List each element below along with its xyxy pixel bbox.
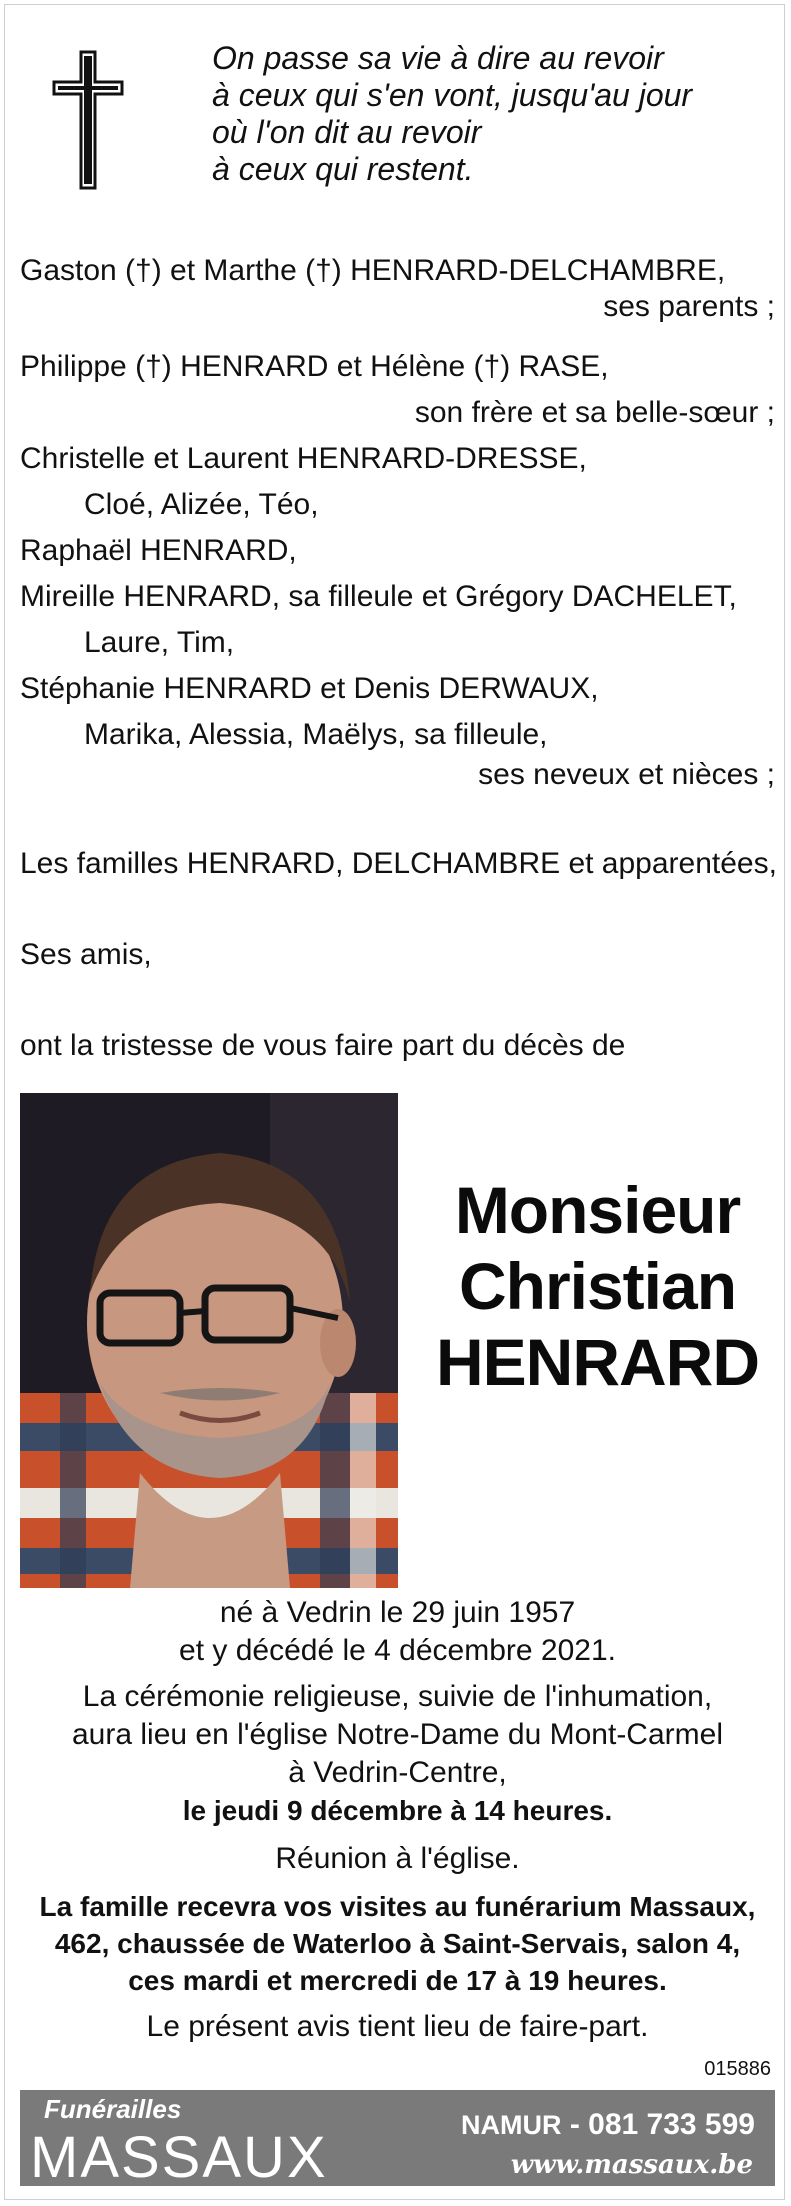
family-line: ont la tristesse de vous faire part du décès de: [20, 1029, 626, 1062]
detail-line: le jeudi 9 décembre à 14 heures.: [182, 1795, 613, 1826]
poem-line: où l'on dit au revoir: [212, 114, 482, 150]
family-line: Laure, Tim,: [84, 626, 235, 659]
family-line: Raphaël HENRARD,: [20, 534, 297, 567]
family-line: son frère et sa belle-sœur ;: [414, 396, 775, 429]
poem: [212, 40, 692, 188]
funeral-home-banner: [20, 2090, 775, 2190]
detail-line: et y décédé le 4 décembre 2021.: [179, 1634, 616, 1667]
detail-line: Réunion à l'église.: [275, 1842, 520, 1875]
detail-line: aura lieu en l'église Notre-Dame du Mont-Carmel: [71, 1718, 723, 1751]
family-line: Philippe (†) HENRARD et Hélène (†) RASE,: [20, 350, 609, 383]
family-line: Gaston (†) et Marthe (†) HENRARD-DELCHAMBRE,: [20, 254, 726, 287]
ceremony-details: [20, 1594, 775, 2047]
footer-separator: -: [569, 2108, 580, 2141]
detail-line: 462, chaussée de Waterloo à Saint-Servais, salon 4,: [54, 1928, 741, 1959]
detail-line: né à Vedrin le 29 juin 1957: [219, 1596, 576, 1629]
detail-line: Le présent avis tient lieu de faire-part.: [146, 2010, 649, 2043]
detail-line: La cérémonie religieuse, suivie de l'inhumation,: [82, 1680, 713, 1713]
family-line: ses neveux et nièces ;: [478, 758, 775, 791]
poem-line: On passe sa vie à dire au revoir: [212, 40, 664, 76]
footer-contact: [461, 2108, 755, 2142]
family-line: Christelle et Laurent HENRARD-DRESSE,: [20, 442, 587, 475]
detail-line: à Vedrin-Centre,: [288, 1756, 507, 1789]
family-line: ses parents ;: [603, 290, 775, 323]
detail-line: La famille recevra vos visites au funérarium Massaux,: [39, 1891, 756, 1922]
poem-line: à ceux qui s'en vont, jusqu'au jour: [212, 77, 693, 113]
family-line: Ses amis,: [20, 938, 152, 971]
footer-brand: MASSAUX: [30, 2125, 328, 2190]
deceased-name: [420, 1172, 775, 1400]
detail-line: ces mardi et mercredi de 17 à 19 heures.: [128, 1965, 667, 1996]
poem-line: à ceux qui restent.: [212, 151, 474, 187]
family-line: Marika, Alessia, Maëlys, sa filleule,: [84, 718, 548, 751]
family-line: Mireille HENRARD, sa filleule et Grégory DACHELET,: [20, 580, 737, 613]
footer-website[interactable]: www.massaux.be: [510, 2150, 753, 2180]
deceased-first-name: Christian: [458, 1249, 737, 1323]
family-line: Cloé, Alizée, Téo,: [84, 488, 319, 521]
family-line: Stéphanie HENRARD et Denis DERWAUX,: [20, 672, 599, 705]
footer-city: NAMUR: [460, 2110, 562, 2140]
deceased-title: Monsieur: [454, 1173, 741, 1247]
footer-phone[interactable]: 081 733 599: [588, 2108, 755, 2141]
family-line: Les familles HENRARD, DELCHAMBRE et apparentées,: [20, 847, 777, 880]
deceased-photo: [20, 1093, 398, 1588]
footer-tagline: Funérailles: [44, 2094, 182, 2124]
deceased-last-name: HENRARD: [436, 1325, 759, 1399]
cross-icon: [52, 50, 124, 190]
reference-number: 015886: [704, 2058, 771, 2080]
